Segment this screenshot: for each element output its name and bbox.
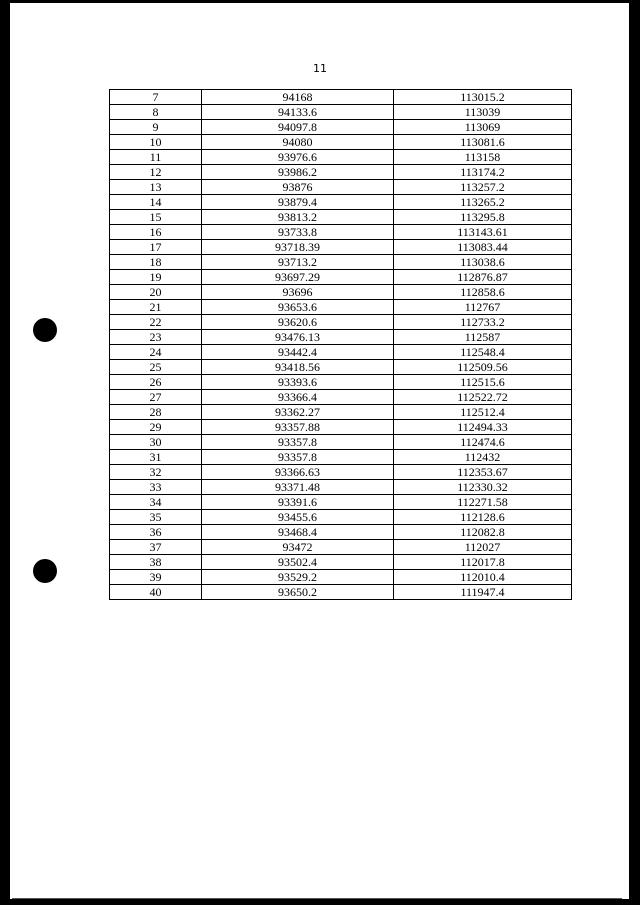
point-number-cell: 27 xyxy=(110,390,202,405)
table-row xyxy=(110,435,572,450)
y-coordinate-cell: 113038.6 xyxy=(394,255,572,270)
y-coordinate-cell: 112353.67 xyxy=(394,465,572,480)
table-body xyxy=(110,90,572,600)
point-number-cell: 29 xyxy=(110,420,202,435)
x-coordinate-cell: 94080 xyxy=(202,135,394,150)
point-number-cell: 20 xyxy=(110,285,202,300)
table-row xyxy=(110,150,572,165)
x-coordinate-cell: 93455.6 xyxy=(202,510,394,525)
table-row xyxy=(110,135,572,150)
x-coordinate-cell: 93357.8 xyxy=(202,450,394,465)
table-row xyxy=(110,315,572,330)
y-coordinate-cell: 113143.61 xyxy=(394,225,572,240)
table-row xyxy=(110,285,572,300)
x-coordinate-cell: 93357.8 xyxy=(202,435,394,450)
coordinate-table xyxy=(109,89,572,600)
table-row xyxy=(110,420,572,435)
y-coordinate-cell: 113257.2 xyxy=(394,180,572,195)
point-number-cell: 15 xyxy=(110,210,202,225)
y-coordinate-cell: 112128.6 xyxy=(394,510,572,525)
y-coordinate-cell: 112027 xyxy=(394,540,572,555)
y-coordinate-cell: 113265.2 xyxy=(394,195,572,210)
point-number-cell: 32 xyxy=(110,465,202,480)
table-row xyxy=(110,495,572,510)
table-row xyxy=(110,210,572,225)
y-coordinate-cell: 112494.33 xyxy=(394,420,572,435)
x-coordinate-cell: 93653.6 xyxy=(202,300,394,315)
y-coordinate-cell: 112515.6 xyxy=(394,375,572,390)
y-coordinate-cell: 112271.58 xyxy=(394,495,572,510)
table-row xyxy=(110,180,572,195)
y-coordinate-cell: 112858.6 xyxy=(394,285,572,300)
x-coordinate-cell: 94168 xyxy=(202,90,394,105)
x-coordinate-cell: 93650.2 xyxy=(202,585,394,600)
page-number: 11 xyxy=(313,62,327,75)
y-coordinate-cell: 113015.2 xyxy=(394,90,572,105)
x-coordinate-cell: 93879.4 xyxy=(202,195,394,210)
table-row xyxy=(110,270,572,285)
table-row xyxy=(110,345,572,360)
table-row xyxy=(110,510,572,525)
point-number-cell: 13 xyxy=(110,180,202,195)
x-coordinate-cell: 93357.88 xyxy=(202,420,394,435)
point-number-cell: 23 xyxy=(110,330,202,345)
point-number-cell: 7 xyxy=(110,90,202,105)
point-number-cell: 16 xyxy=(110,225,202,240)
point-number-cell: 19 xyxy=(110,270,202,285)
y-coordinate-cell: 112876.87 xyxy=(394,270,572,285)
table-row xyxy=(110,240,572,255)
x-coordinate-cell: 93697.29 xyxy=(202,270,394,285)
x-coordinate-cell: 93468.4 xyxy=(202,525,394,540)
x-coordinate-cell: 93393.6 xyxy=(202,375,394,390)
table-row xyxy=(110,105,572,120)
y-coordinate-cell: 112017.8 xyxy=(394,555,572,570)
point-number-cell: 24 xyxy=(110,345,202,360)
scan-edge-bottom xyxy=(0,899,640,905)
point-number-cell: 9 xyxy=(110,120,202,135)
point-number-cell: 28 xyxy=(110,405,202,420)
table-row xyxy=(110,300,572,315)
point-number-cell: 30 xyxy=(110,435,202,450)
y-coordinate-cell: 113081.6 xyxy=(394,135,572,150)
point-number-cell: 17 xyxy=(110,240,202,255)
y-coordinate-cell: 112767 xyxy=(394,300,572,315)
x-coordinate-cell: 93713.2 xyxy=(202,255,394,270)
y-coordinate-cell: 112010.4 xyxy=(394,570,572,585)
scan-edge-top xyxy=(0,0,640,3)
x-coordinate-cell: 93442.4 xyxy=(202,345,394,360)
x-coordinate-cell: 93813.2 xyxy=(202,210,394,225)
y-coordinate-cell: 112512.4 xyxy=(394,405,572,420)
x-coordinate-cell: 93371.48 xyxy=(202,480,394,495)
table-row xyxy=(110,375,572,390)
point-number-cell: 36 xyxy=(110,525,202,540)
scan-edge-left xyxy=(0,0,10,905)
table-row xyxy=(110,525,572,540)
point-number-cell: 14 xyxy=(110,195,202,210)
y-coordinate-cell: 111947.4 xyxy=(394,585,572,600)
x-coordinate-cell: 93366.63 xyxy=(202,465,394,480)
table-row xyxy=(110,465,572,480)
y-coordinate-cell: 113174.2 xyxy=(394,165,572,180)
x-coordinate-cell: 93876 xyxy=(202,180,394,195)
table-row xyxy=(110,555,572,570)
point-number-cell: 40 xyxy=(110,585,202,600)
point-number-cell: 33 xyxy=(110,480,202,495)
scan-edge-right xyxy=(629,0,640,905)
table-row xyxy=(110,390,572,405)
table-row xyxy=(110,540,572,555)
x-coordinate-cell: 93976.6 xyxy=(202,150,394,165)
point-number-cell: 10 xyxy=(110,135,202,150)
point-number-cell: 26 xyxy=(110,375,202,390)
y-coordinate-cell: 112509.56 xyxy=(394,360,572,375)
table-row xyxy=(110,195,572,210)
x-coordinate-cell: 93696 xyxy=(202,285,394,300)
y-coordinate-cell: 113039 xyxy=(394,105,572,120)
x-coordinate-cell: 93472 xyxy=(202,540,394,555)
y-coordinate-cell: 112733.2 xyxy=(394,315,572,330)
point-number-cell: 31 xyxy=(110,450,202,465)
table-row xyxy=(110,255,572,270)
x-coordinate-cell: 93391.6 xyxy=(202,495,394,510)
x-coordinate-cell: 94097.8 xyxy=(202,120,394,135)
x-coordinate-cell: 93986.2 xyxy=(202,165,394,180)
y-coordinate-cell: 113158 xyxy=(394,150,572,165)
x-coordinate-cell: 93418.56 xyxy=(202,360,394,375)
table-row xyxy=(110,120,572,135)
y-coordinate-cell: 112330.32 xyxy=(394,480,572,495)
point-number-cell: 34 xyxy=(110,495,202,510)
x-coordinate-cell: 93476.13 xyxy=(202,330,394,345)
point-number-cell: 18 xyxy=(110,255,202,270)
point-number-cell: 39 xyxy=(110,570,202,585)
point-number-cell: 38 xyxy=(110,555,202,570)
punch-hole xyxy=(33,318,57,342)
table-row xyxy=(110,90,572,105)
x-coordinate-cell: 93620.6 xyxy=(202,315,394,330)
table-row xyxy=(110,360,572,375)
point-number-cell: 37 xyxy=(110,540,202,555)
table-row xyxy=(110,165,572,180)
y-coordinate-cell: 113069 xyxy=(394,120,572,135)
x-coordinate-cell: 93529.2 xyxy=(202,570,394,585)
x-coordinate-cell: 93733.8 xyxy=(202,225,394,240)
point-number-cell: 12 xyxy=(110,165,202,180)
point-number-cell: 8 xyxy=(110,105,202,120)
x-coordinate-cell: 93366.4 xyxy=(202,390,394,405)
point-number-cell: 25 xyxy=(110,360,202,375)
y-coordinate-cell: 112587 xyxy=(394,330,572,345)
y-coordinate-cell: 113295.8 xyxy=(394,210,572,225)
point-number-cell: 35 xyxy=(110,510,202,525)
point-number-cell: 11 xyxy=(110,150,202,165)
y-coordinate-cell: 112432 xyxy=(394,450,572,465)
y-coordinate-cell: 112474.6 xyxy=(394,435,572,450)
point-number-cell: 21 xyxy=(110,300,202,315)
table-row xyxy=(110,450,572,465)
x-coordinate-cell: 94133.6 xyxy=(202,105,394,120)
x-coordinate-cell: 93362.27 xyxy=(202,405,394,420)
table-row xyxy=(110,405,572,420)
punch-hole xyxy=(33,559,57,583)
y-coordinate-cell: 112548.4 xyxy=(394,345,572,360)
table-row xyxy=(110,330,572,345)
table-row xyxy=(110,225,572,240)
point-number-cell: 22 xyxy=(110,315,202,330)
y-coordinate-cell: 112082.8 xyxy=(394,525,572,540)
table-row xyxy=(110,480,572,495)
y-coordinate-cell: 113083.44 xyxy=(394,240,572,255)
x-coordinate-cell: 93718.39 xyxy=(202,240,394,255)
y-coordinate-cell: 112522.72 xyxy=(394,390,572,405)
table-row xyxy=(110,585,572,600)
table-row xyxy=(110,570,572,585)
x-coordinate-cell: 93502.4 xyxy=(202,555,394,570)
